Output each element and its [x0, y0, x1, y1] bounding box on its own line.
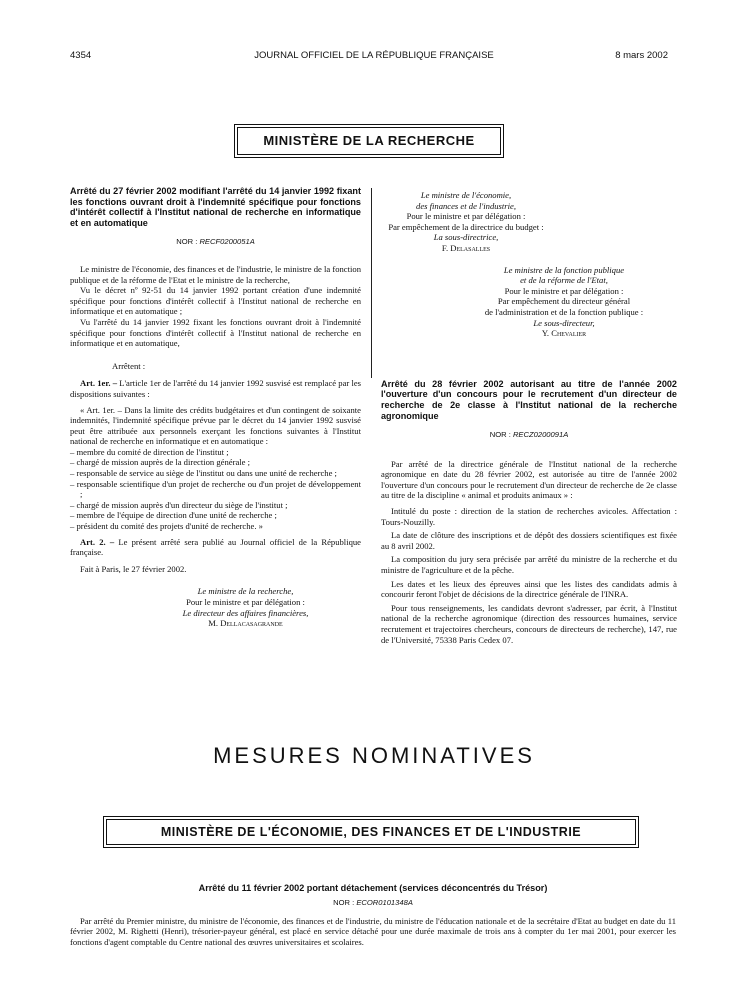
paragraph: Les dates et les lieux des épreuves ainsi que les listes des candidats admis à concourir feront l'objet de décisions de la directrice générale de l'INRA.	[381, 578, 677, 600]
nor-label: NOR :	[333, 897, 357, 907]
nor-reference	[70, 237, 361, 248]
impediment: Par empêchement de la directrice du budget :	[388, 221, 544, 232]
page-number: 4354	[70, 50, 92, 61]
left-column	[70, 186, 361, 629]
nor-reference	[70, 898, 676, 907]
decree-title: Arrêté du 11 février 2002 portant détachement (services déconcentrés du Trésor)	[198, 883, 548, 893]
signatory-role: et de la réforme de l'Etat,	[520, 275, 608, 286]
nor-code: RECF0200051A	[199, 237, 255, 247]
article-1	[70, 378, 361, 399]
signature-block	[381, 265, 677, 339]
list-item: – membre de l'équipe de direction d'une unité de recherche ;	[70, 510, 361, 521]
paragraph: Vu l'arrêté du 14 janvier 1992 fixant les fonctions ouvrant droit à l'indemnité spécifique pour fonctions d'intérêt collectif à l'Institut national de recherche en informatique et en automatique,	[70, 316, 361, 349]
signature-block	[381, 190, 551, 254]
signatory-title: La sous-directrice,	[433, 232, 499, 243]
list-item: – chargé de mission auprès de la direction générale ;	[70, 457, 361, 468]
signatory-title: Le directeur des affaires financières,	[182, 607, 309, 618]
section-heading: MESURES NOMINATIVES	[213, 743, 535, 768]
article-text: L'article 1er de l'arrêté du 14 janvier 1992 susvisé est remplacé par les dispositions suivantes :	[70, 378, 361, 399]
article-label: Art. 1er. –	[80, 378, 118, 389]
nor-code: RECZ0200091A	[512, 430, 569, 440]
issue-date: 8 mars 2002	[615, 50, 668, 61]
nor-label: NOR :	[489, 430, 513, 440]
decree-title: Arrêté du 28 février 2002 autorisant au titre de l'année 2002 l'ouverture d'un concours pour le recrutement d'un directeur de recherche de 2e classe à l'Institut national de la recherche agronomique	[381, 378, 677, 421]
arretent: Arrêtent :	[112, 360, 146, 371]
article-2	[70, 537, 361, 558]
paragraph: Vu le décret nº 92-51 du 14 janvier 1992 portant création d'une indemnité spécifique pour fonctions d'intérêt collectif à l'Institut national de recherche en informatique et en automatique ;	[70, 285, 361, 317]
signatory-role: Le ministre de l'économie,	[420, 190, 512, 200]
delegation: Pour le ministre et par délégation :	[406, 211, 526, 222]
list-item: – responsable scientifique d'un projet de recherche ou d'un projet de développement ;	[70, 479, 361, 500]
signatory-name: F. Delasalles	[441, 242, 491, 253]
nor-code: ECOR0101348A	[356, 897, 413, 907]
list-item: – membre du comité de direction de l'institut ;	[70, 447, 361, 458]
function-list	[70, 447, 361, 532]
impediment: de l'administration et de la fonction publique :	[484, 306, 644, 317]
list-item: – responsable de service au siège de l'institut ou dans une unité de recherche ;	[70, 468, 361, 479]
quote-paragraph: « Art. 1er. – Dans la limite des crédits budgétaires et d'un contingent de soixante indemnités, l'indemnité spécifique prévue par le décret du 14 janvier 1992 susvisé peut être attribuée aux personnels exerçant les fonctions suivantes à l'Institut national de recherche en informatique et en automatique :	[70, 404, 361, 447]
article-text: Le présent arrêté sera publié au Journal officiel de la République française.	[70, 536, 361, 558]
signature-block	[70, 586, 361, 628]
ministry-heading: MINISTÈRE DE L'ÉCONOMIE, DES FINANCES ET DE L'INDUSTRIE	[106, 819, 636, 845]
bottom-decree	[70, 883, 676, 947]
paragraph: Le ministre de l'économie, des finances et de l'industrie, le ministre de la fonction publique et de la réforme de l'Etat et le ministre de la recherche,	[70, 263, 361, 285]
ministry-heading: MINISTÈRE DE LA RECHERCHE	[237, 127, 501, 155]
list-item: – chargé de mission auprès d'un directeur du siège de l'institut ;	[70, 500, 361, 511]
paragraph: Intitulé du poste : direction de la station de recherches avicoles. Affectation : Tours-Nouzilly.	[381, 506, 677, 527]
nor-label: NOR :	[176, 237, 200, 247]
delegation: Pour le ministre et par délégation :	[186, 597, 305, 607]
paragraph: La date de clôture des inscriptions et de dépôt des dossiers scientifiques est fixée au 8 avril 2002.	[381, 530, 677, 551]
paragraph: Par arrêté du Premier ministre, du ministre de l'économie, des finances et de l'industrie, du ministre de l'éducation nationale et de la secrétaire d'Etat au budget en date du 11 février 2002, M. Righetti (Henri), trésorier-payeur général, est placé en service détaché pour une durée maximale de trois ans à compter du 1er mai 2001, pour exercer les fonctions d'agent comptable du Centre national des œuvres universitaires et scolaires.	[70, 915, 676, 947]
column-divider	[371, 188, 372, 378]
signatory-name: M. Dellacasagrande	[208, 618, 283, 629]
signatory-role: Le ministre de la fonction publique	[503, 264, 625, 275]
signatory-name: Y. Chevalier	[541, 328, 587, 339]
journal-title: JOURNAL OFFICIEL DE LA RÉPUBLIQUE FRANÇAISE	[254, 50, 494, 61]
paragraph: Par arrêté de la directrice générale de l'Institut national de la recherche agronomique en date du 28 février 2002, est autorisée au titre de l'année 2002 l'ouverture d'un concours pour le recrutement d'un directeur de recherche de 2e classe au titre de la discipline « animal et produits animaux » :	[381, 458, 677, 501]
done-at: Fait à Paris, le 27 février 2002.	[80, 563, 187, 574]
nor-reference	[381, 430, 677, 441]
right-column	[381, 190, 677, 645]
delegation: Pour le ministre et par délégation :	[504, 285, 624, 296]
paragraph: Pour tous renseignements, les candidats devront s'adresser, par écrit, à l'Institut national de la recherche agronomique (direction des ressources humaines, service recrutement et trajectoires chercheurs, concours de directeurs de recherche), 147, rue de l'Université, 75338 Paris Cedex 07.	[381, 602, 677, 645]
article-label: Art. 2. –	[80, 536, 115, 547]
signatory-role: Le ministre de la recherche,	[197, 586, 294, 597]
paragraph: La composition du jury sera précisée par arrêté du ministre de la recherche et du ministre de l'agriculture et de la pêche.	[381, 554, 677, 576]
decree-title: Arrêté du 27 février 2002 modifiant l'arrêté du 14 janvier 1992 fixant les fonctions ouvrant droit à l'indemnité spécifique pour fonctions d'intérêt collectif à l'Institut national de recherche en informatique et en automatique	[70, 186, 361, 228]
signatory-title: Le sous-directeur,	[533, 317, 595, 328]
list-item: – président du comité des projets d'unité de recherche. »	[70, 521, 361, 532]
signatory-role: des finances et de l'industrie,	[416, 200, 516, 211]
impediment: Par empêchement du directeur général	[497, 296, 631, 307]
